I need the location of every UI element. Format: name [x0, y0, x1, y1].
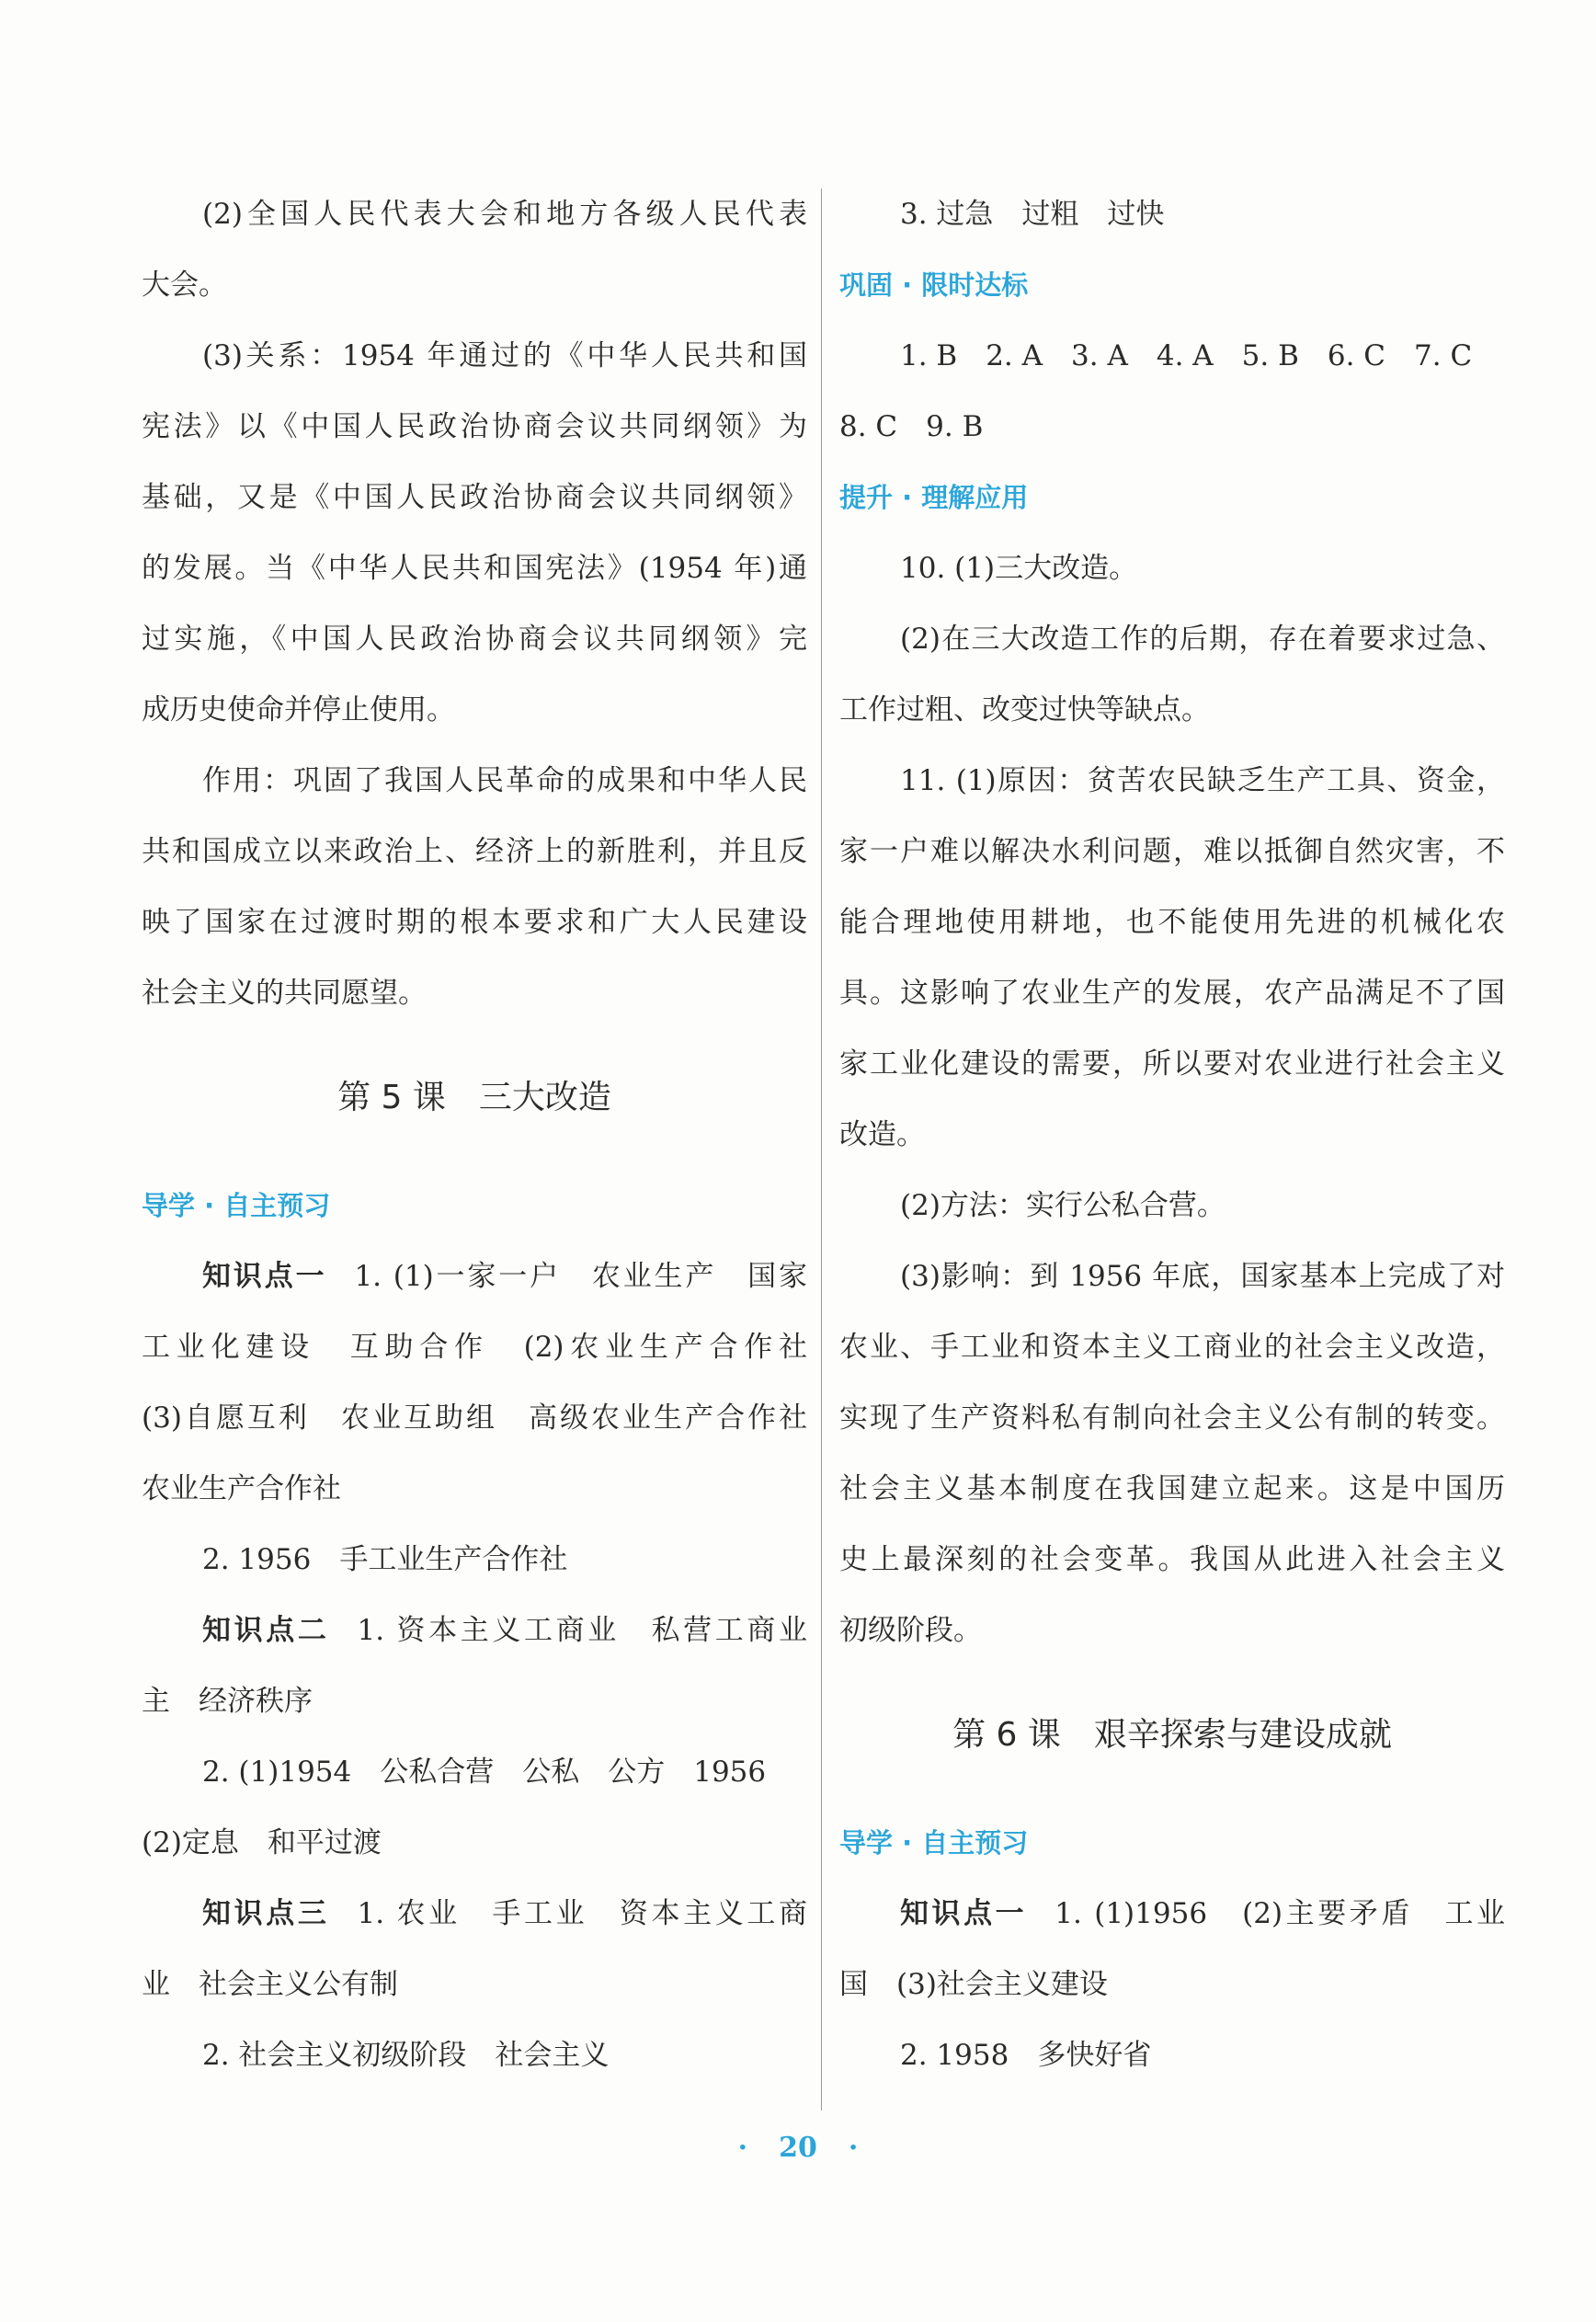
kp-answer: 1. 农业 手工业 资本主义工商 [357, 1897, 807, 1930]
lesson-title: 三大改造 [478, 1079, 611, 1116]
lesson-title: 艰辛探索与建设成就 [1093, 1716, 1392, 1754]
kp-answer-line: (2)定息 和平过渡 [142, 1826, 382, 1859]
kp-answer-line: 工业化建设 互助合作 (2)农业生产合作社 [142, 1331, 807, 1364]
answer-line: (3)影响：到 1956 年底，国家基本上完成了对 [900, 1260, 1505, 1293]
kp-answer-line: 2. (1)1954 公私合营 公私 公方 1956 [202, 1756, 767, 1789]
answer-line: (2)在三大改造工作的后期，存在着要求过急、 [900, 623, 1505, 656]
left-column [142, 179, 807, 2091]
answer-line: 社会主义基本制度在我国建立起来。这是中国历 [839, 1472, 1505, 1505]
footer-dot: · [848, 2132, 859, 2164]
answer-line: (2)方法：实行公私合营。 [900, 1189, 1226, 1222]
column-divider [821, 189, 822, 2110]
footer-dot: · [737, 2132, 748, 2164]
answer-line: 11. (1)原因：贫苦农民缺乏生产工具、资金， [900, 764, 1505, 797]
paragraph-line: 宪法》以《中国人民政治协商会议共同纲领》为 [142, 410, 807, 443]
paragraph-line: 的发展。当《中华人民共和国宪法》(1954 年)通 [142, 552, 807, 585]
answer-line: 具。这影响了农业生产的发展，农产品满足不了国 [839, 977, 1505, 1010]
kp-answer-line: 主 经济秩序 [142, 1685, 313, 1718]
kp-label: 知识点一 [900, 1897, 1028, 1930]
kp-label: 知识点二 [202, 1614, 330, 1647]
page-footer [0, 2132, 1596, 2164]
paragraph-line: 大会。 [142, 269, 227, 302]
choice-answers: 8. C 9. B [839, 410, 984, 443]
knowledge-point-1 [839, 1879, 1505, 1950]
kp-label: 知识点一 [202, 1260, 327, 1293]
lesson-5-heading [142, 1029, 807, 1171]
answer-line: 家一户难以解决水利问题，难以抵御自然灾害，不 [839, 835, 1505, 868]
section-heading-improve: 提升 · 理解应用 [839, 482, 1029, 513]
lesson-number: 第 6 课 [952, 1716, 1061, 1754]
kp-answer-line: (3)自愿互利 农业互助组 高级农业生产合作社 [142, 1401, 807, 1435]
knowledge-point-3 [142, 1879, 807, 1950]
answer-line: 3. 过急 过粗 过快 [900, 198, 1165, 231]
kp-answer: 1. 资本主义工商业 私营工商业 [357, 1614, 807, 1647]
page-number: 20 [779, 2132, 817, 2164]
answer-line: 家工业化建设的需要，所以要对农业进行社会主义 [839, 1047, 1505, 1081]
answer-line: 实现了生产资料私有制向社会主义公有制的转变。 [839, 1401, 1505, 1435]
paragraph-line: 作用：巩固了我国人民革命的成果和中华人民 [202, 764, 807, 797]
answer-line: 10. (1)三大改造。 [900, 552, 1138, 585]
kp-answer-line: 2. 社会主义初级阶段 社会主义 [202, 2039, 610, 2072]
paragraph-line: 成历史使命并停止使用。 [142, 693, 455, 726]
answer-line: 史上最深刻的社会变革。我国从此进入社会主义 [839, 1543, 1505, 1576]
lesson-6-heading [839, 1666, 1505, 1808]
section-heading-preview: 导学 · 自主预习 [142, 1190, 331, 1221]
kp-answer: 1. (1)1956 (2)主要矛盾 工业 [1054, 1897, 1505, 1930]
kp-answer-line: 业 社会主义公有制 [142, 1968, 398, 2001]
knowledge-point-2 [142, 1596, 807, 1666]
choice-answers: 1. B 2. A 3. A 4. A 5. B 6. C 7. C [900, 339, 1473, 372]
kp-answer-line: 2. 1956 手工业生产合作社 [202, 1543, 568, 1576]
paragraph-line: (2)全国人民代表大会和地方各级人民代表 [202, 198, 807, 231]
answer-line: 初级阶段。 [839, 1614, 982, 1647]
kp-label: 知识点三 [202, 1897, 330, 1930]
knowledge-point-1 [142, 1241, 807, 1312]
right-column [839, 179, 1505, 2091]
answer-line: 农业、手工业和资本主义工商业的社会主义改造， [839, 1331, 1505, 1364]
paragraph-line: 共和国成立以来政治上、经济上的新胜利，并且反 [142, 835, 807, 868]
kp-answer-line: 农业生产合作社 [142, 1472, 341, 1505]
kp-answer-line: 国 (3)社会主义建设 [839, 1968, 1108, 2001]
paragraph-line: 过实施，《中国人民政治协商会议共同纲领》完 [142, 623, 807, 656]
answer-line: 工作过粗、改变过快等缺点。 [839, 693, 1210, 726]
paragraph-line: 映了国家在过渡时期的根本要求和广大人民建设 [142, 906, 807, 939]
lesson-number: 第 5 课 [337, 1079, 446, 1116]
answer-line: 改造。 [839, 1118, 925, 1151]
kp-answer-line: 2. 1958 多快好省 [900, 2039, 1152, 2072]
section-heading-preview: 导学 · 自主预习 [839, 1827, 1029, 1859]
paragraph-line: (3)关系：1954 年通过的《中华人民共和国 [202, 339, 807, 372]
kp-answer: 1. (1)一家一户 农业生产 国家 [354, 1260, 807, 1293]
answer-line: 能合理地使用耕地，也不能使用先进的机械化农 [839, 906, 1505, 939]
section-heading-consolidate: 巩固 · 限时达标 [839, 269, 1029, 301]
paragraph-line: 基础，又是《中国人民政治协商会议共同纲领》 [142, 481, 807, 514]
paragraph-line: 社会主义的共同愿望。 [142, 977, 427, 1010]
